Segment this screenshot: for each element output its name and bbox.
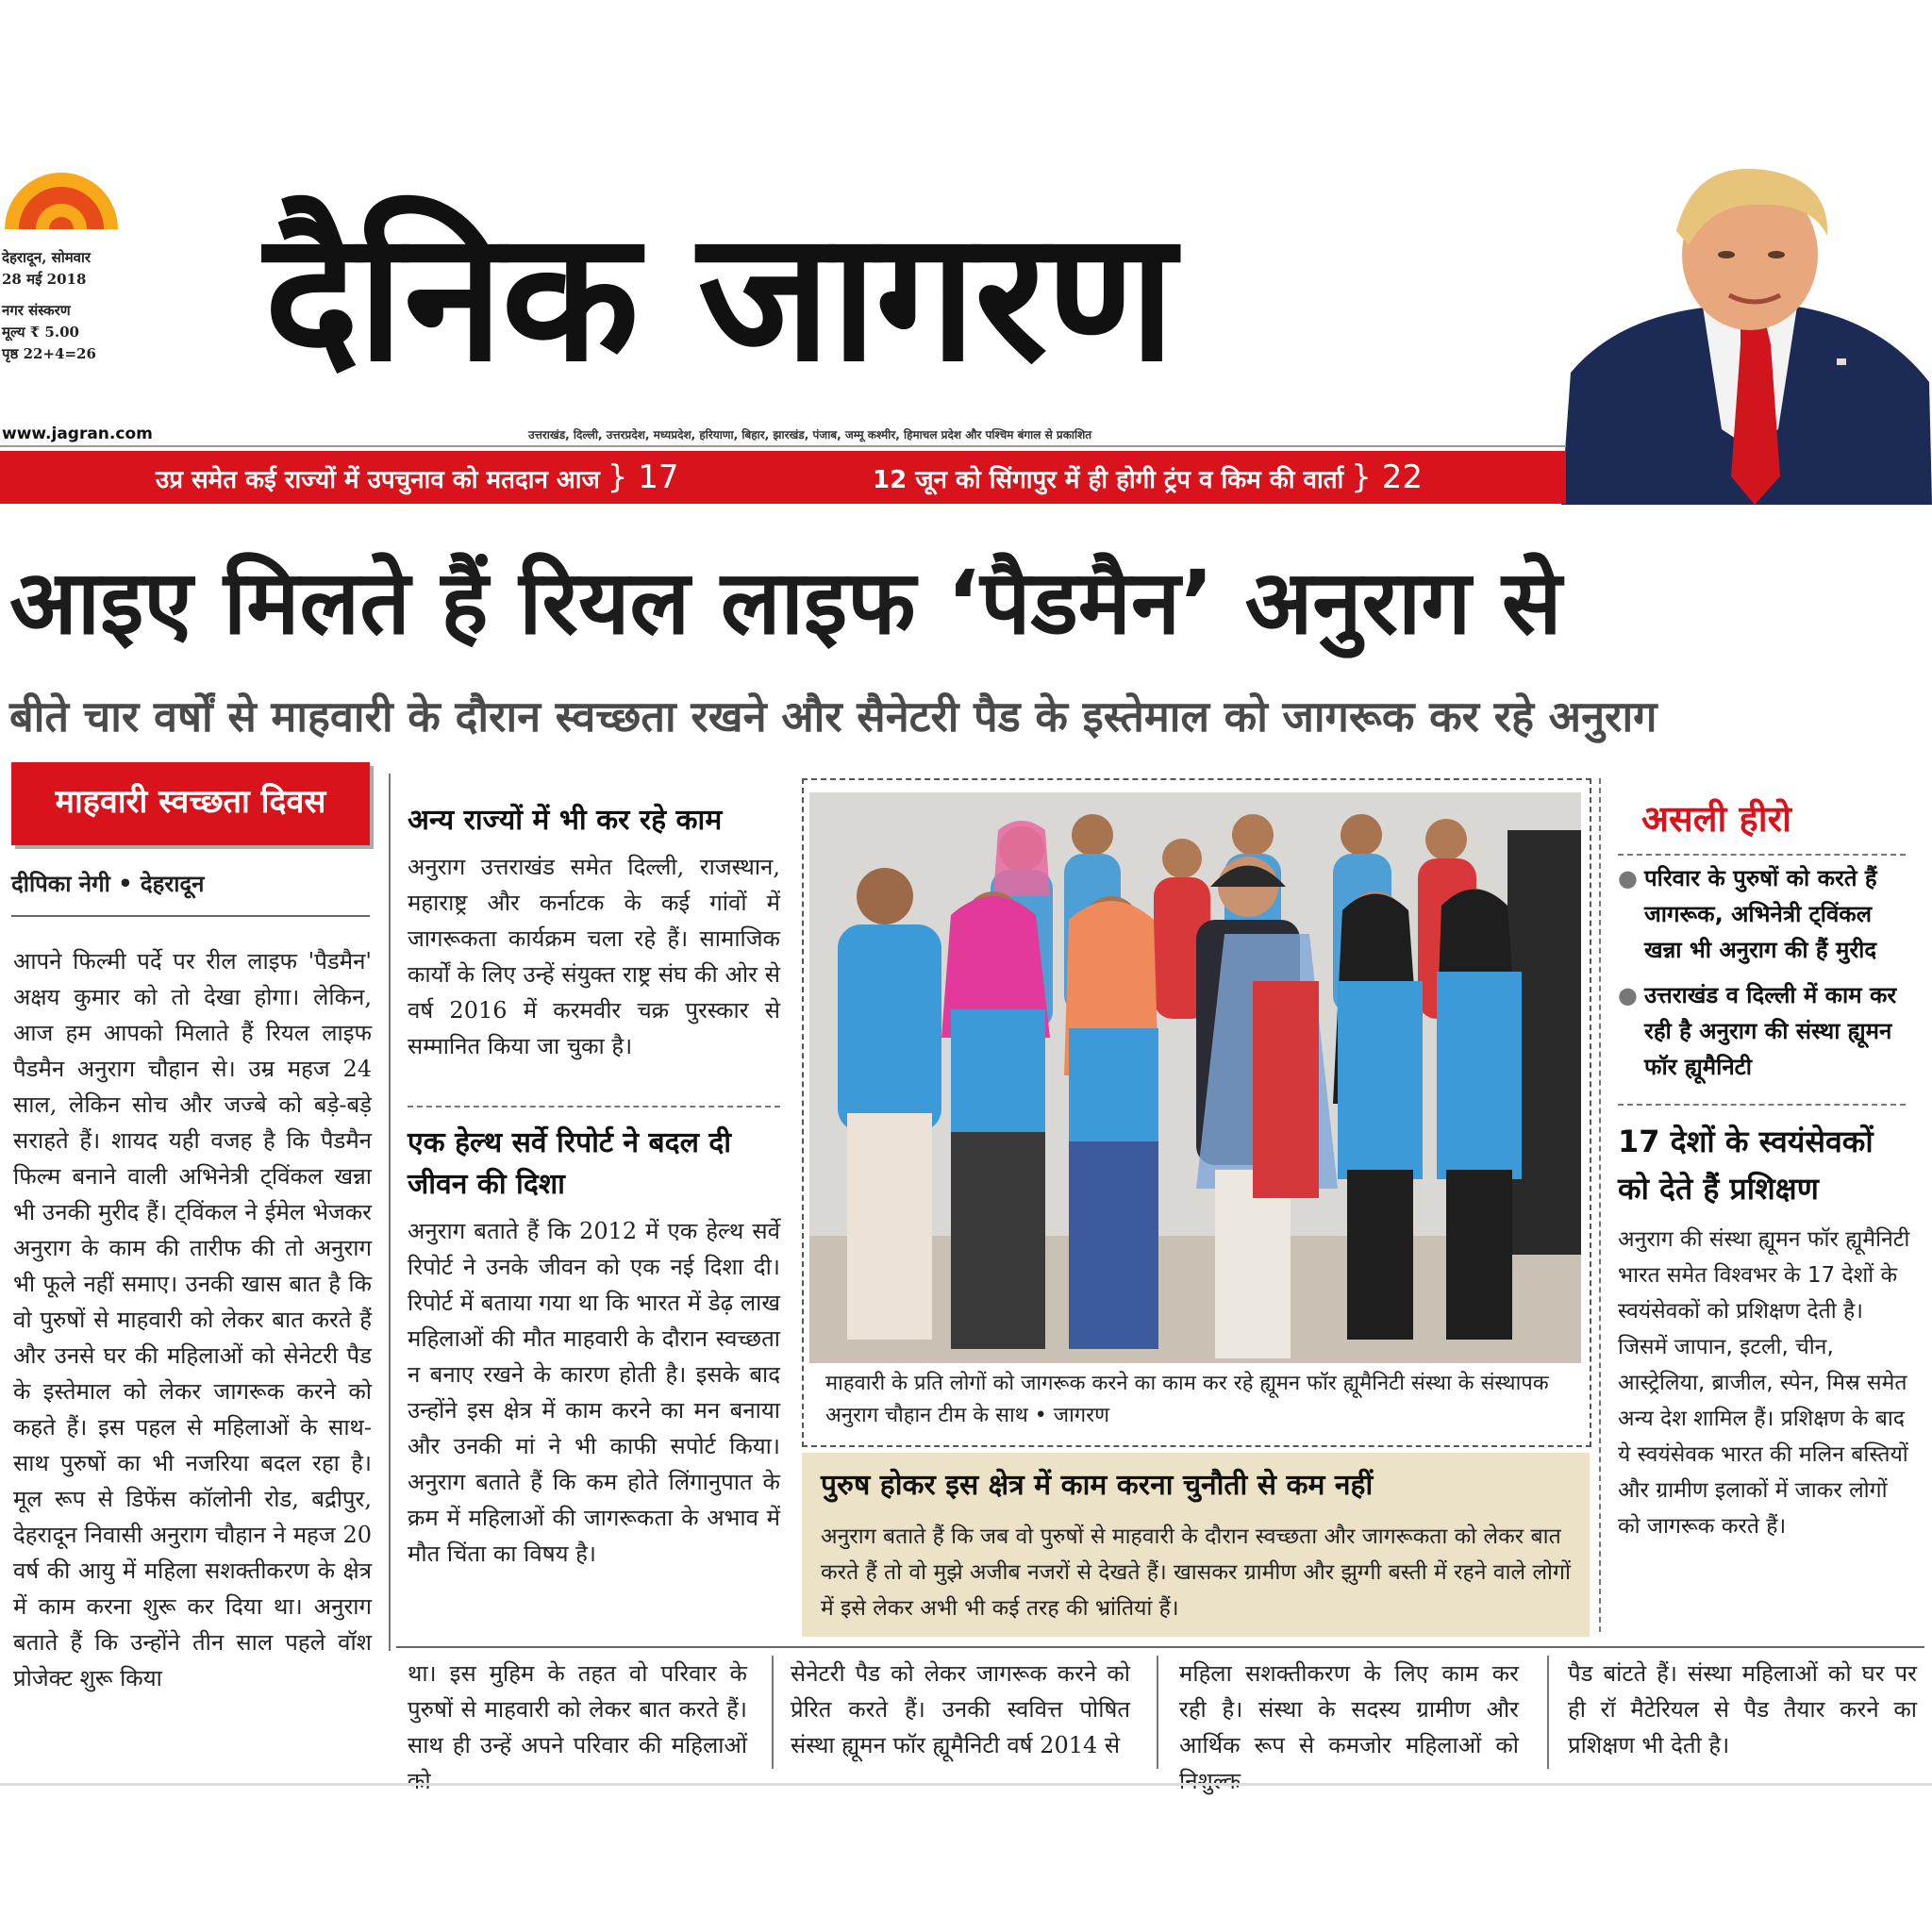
divider <box>396 1646 1924 1648</box>
website-link[interactable]: www.jagran.com <box>2 425 153 443</box>
list-item <box>1618 977 1910 1085</box>
column-divider <box>1157 1656 1158 1769</box>
highlight-heading: पुरुष होकर इस क्षेत्र में काम करना चुनौती से कम नहीं <box>821 1469 1374 1502</box>
article-body-col1: आपने फिल्मी पर्दे पर रील लाइफ 'पैडमैन' अक्षय कुमार को तो देखा होगा। लेकिन, आज हम आपको मिलाते हैं रियल लाइफ पैडमैन अनुराग चौहान से। उम्र महज 24 साल, लेकिन सोच और जज्बे को बड़े-बड़े सराहते हैं। शायद यही वजह है कि पैडमैन फिल्म बनाने वाली अभिनेत्री ट्विंकल खन्ना भी उनकी मुरीद हैं। ट्विंकल ने ईमेल भेजकर अनुराग के काम की तारीफ की तो अनुराग भी फूले नहीं समाए। उनकी खास बात है कि वो पुरुषों से माहवारी को लेकर बात करते हैं और उनसे घर की महिलाओं को सेनेटरी पैड के इस्तेमाल को लेकर जागरूक करने को कहते हैं। इस पहल से महिलाओं के साथ-साथ पुरुषों का भी नजरिया बदल रहा है। मूल रूप से डिफेंस कॉलोनी रोड, बद्रीपुर, देहरादून निवासी अनुराग चौहान ने महज 20 वर्ष की आयु में महिला सशक्तीकरण के क्षेत्र में काम करना शुरू कर दिया था। अनुराग बताते हैं कि उन्होंने तीन साल पहले वॉश प्रोजेक्ट शुरू किया <box>13 948 372 1691</box>
newspaper-logo-sun <box>0 165 123 231</box>
article-body-col: था। इस मुहिम के तहत वो परिवार के पुरुषों से माहवारी को लेकर बात करते हैं। साथ ही उन्हें अपने परिवार की महिलाओं को <box>408 1660 747 1794</box>
edition-info <box>2 247 134 365</box>
divider <box>408 1106 780 1108</box>
box-heading: एक हेल्थ सर्वे रिपोर्ट ने बदल दी जीवन की दिशा <box>408 1126 732 1201</box>
column-divider <box>1547 1656 1549 1769</box>
box-text: अनुराग उत्तराखंड समेत दिल्ली, राजस्थान, महाराष्ट्र और कर्नाटक के कई गांवों में जागरूकता कार्यक्रम चला रहे हैं। सामाजिक कार्यों के लिए उन्हें संयुक्त राष्ट्र संघ की ओर से वर्ष 2016 में करमवीर चक्र पुरस्कार से सम्मानित किया जा चुका है। <box>408 854 780 1059</box>
ticker-item[interactable] <box>156 458 679 496</box>
article-body-col: पैड बांटते हैं। संस्था महिलाओं को घर पर ही रॉ मैटेरियल से पैड तैयार करने का प्रशिक्षण भी देती है। <box>1568 1660 1917 1758</box>
list-item-text: उत्तराखंड व दिल्ली में काम कर रही है अनुराग की संस्था ह्यूमन फॉर ह्यूमैनिटी <box>1644 982 1897 1080</box>
article-body-col: सेनेटरी पैड को लेकर जागरूक करने को प्रेरित करते हैं। उनकी स्ववित्त पोषित संस्था ह्यूमन फॉर ह्यूमैनिटी वर्ष 2014 से <box>791 1660 1130 1758</box>
article-body-col: महिला सशक्तीकरण के लिए काम कर रही है। संस्था के सदस्य ग्रामीण और आर्थिक रूप से कमजोर महिलाओं को निशुल्क <box>1179 1660 1519 1794</box>
list-item <box>1618 860 1910 968</box>
divider <box>11 915 370 917</box>
ticker-page: } 22 <box>1351 458 1423 496</box>
bullet-icon: ● <box>1618 865 1638 891</box>
sidebar-text: अनुराग की संस्था ह्यूमन फॉर ह्यूमैनिटी भारत समेत विश्वभर के 17 देशों के स्वयंसेवकों को प्रशिक्षण देती है। जिसमें जापान, इटली, चीन, आस्ट्रेलिया, ब्राजील, स्पेन, मिस्र समेत अन्य देश शामिल हैं। प्रशिक्षण के बाद ये स्वयंसेवक भारत की मलिन बस्तियों और ग्रामीण इलाकों में जाकर लोगों को जागरूक करते हैं। <box>1618 1227 1910 1539</box>
byline: दीपिका नेगी • देहरादून <box>11 870 205 897</box>
published-states: उत्तराखंड, दिल्ली, उत्तरप्रदेश, मध्यप्रदेश, हरियाणा, बिहार, झारखंड, पंजाब, जम्मू कश्मीर, हिमाचल प्रदेश और पश्चिम बंगाल से प्रकाशित <box>528 428 1092 441</box>
front-page-portrait <box>1561 165 1932 505</box>
ticker-text: उप्र समेत कई राज्यों में उपचुनाव को मतदान आज <box>156 466 600 494</box>
newspaper-title: दैनिक जागरण <box>264 192 1174 401</box>
article-headline: आइए मिलते हैं रियल लाइफ ‘पैडमैन’ अनुराग से <box>9 552 1562 655</box>
city-day: देहरादून, सोमवार <box>2 249 92 266</box>
issue-date: 28 मई 2018 <box>2 271 87 288</box>
column-divider <box>772 1656 774 1769</box>
sidebar-heading: 17 देशों के स्वयंसेवकों को देते हैं प्रशिक्षण <box>1618 1124 1874 1207</box>
sidebar-title: असली हीरो <box>1641 798 1791 840</box>
ticker-text: 12 जून को सिंगापुर में ही होगी ट्रंप व किम की वार्ता <box>873 466 1344 494</box>
box-states-work <box>408 800 780 1064</box>
list-item-text: परिवार के पुरुषों को करते हैं जागरूक, अभिनेत्री ट्विंकल खन्ना भी अनुराग की हैं मुरीद <box>1644 865 1877 963</box>
divider <box>1618 1104 1906 1106</box>
box-text: अनुराग बताते हैं कि 2012 में एक हेल्थ सर्वे रिपोर्ट ने उनके जीवन को एक नई दिशा दी। रिपोर्ट में बताया गया था कि भारत में डेढ़ लाख महिलाओं की मौत माहवारी के दौरान स्वच्छता न बनाए रखने के कारण होती है। इसके बाद उन्होंने इस क्षेत्र में काम करने का मन बनाया और उनकी मां ने भी काफी सपोर्ट किया। अनुराग बताते हैं कि कम होते लिंगानुपात के क्रम में महिलाओं की जागरूकता के अभाव में मौत चिंता का विषय है। <box>408 1218 780 1567</box>
price: मूल्य ₹ 5.00 <box>2 324 79 341</box>
team-photo <box>809 792 1581 1363</box>
page-count: पृष्ठ 22+4=26 <box>2 345 96 362</box>
column-divider <box>389 774 391 1651</box>
section-label: माहवारी स्वच्छता दिवस <box>11 762 370 845</box>
divider <box>1618 854 1906 856</box>
ticker-item[interactable] <box>873 458 1423 496</box>
article-subheadline: बीते चार वर्षों से माहवारी के दौरान स्वच्छता रखने और सैनेटरी पैड के इस्तेमाल को जागरूक कर रहे अनुराग <box>9 691 1657 741</box>
edition-name: नगर संस्करण <box>2 302 71 319</box>
photo-caption: माहवारी के प्रति लोगों को जागरूक करने का काम कर रहे ह्यूमन फॉर ह्यूमैनिटी संस्था के संस्थापक अनुराग चौहान टीम के साथ • जागरण <box>825 1372 1549 1427</box>
highlight-text: अनुराग बताते हैं कि जब वो पुरुषों से माहवारी के दौरान स्वच्छता और जागरूकता को लेकर बात करते हैं तो वो मुझे अजीब नजरों से देखते हैं। खासकर ग्रामीण और झुग्गी बस्ती में रहने वाले लोगों में इसे लेकर अभी भी कई तरह की भ्रांतियां हैं। <box>821 1524 1571 1621</box>
box-health-survey <box>408 1123 780 1572</box>
page-bottom-rule <box>0 1783 1932 1786</box>
ticker-page: } 17 <box>607 458 679 496</box>
sidebar-points <box>1618 860 1910 1094</box>
bullet-icon: ● <box>1618 982 1638 1008</box>
box-heading: अन्य राज्यों में भी कर रहे काम <box>408 804 723 837</box>
